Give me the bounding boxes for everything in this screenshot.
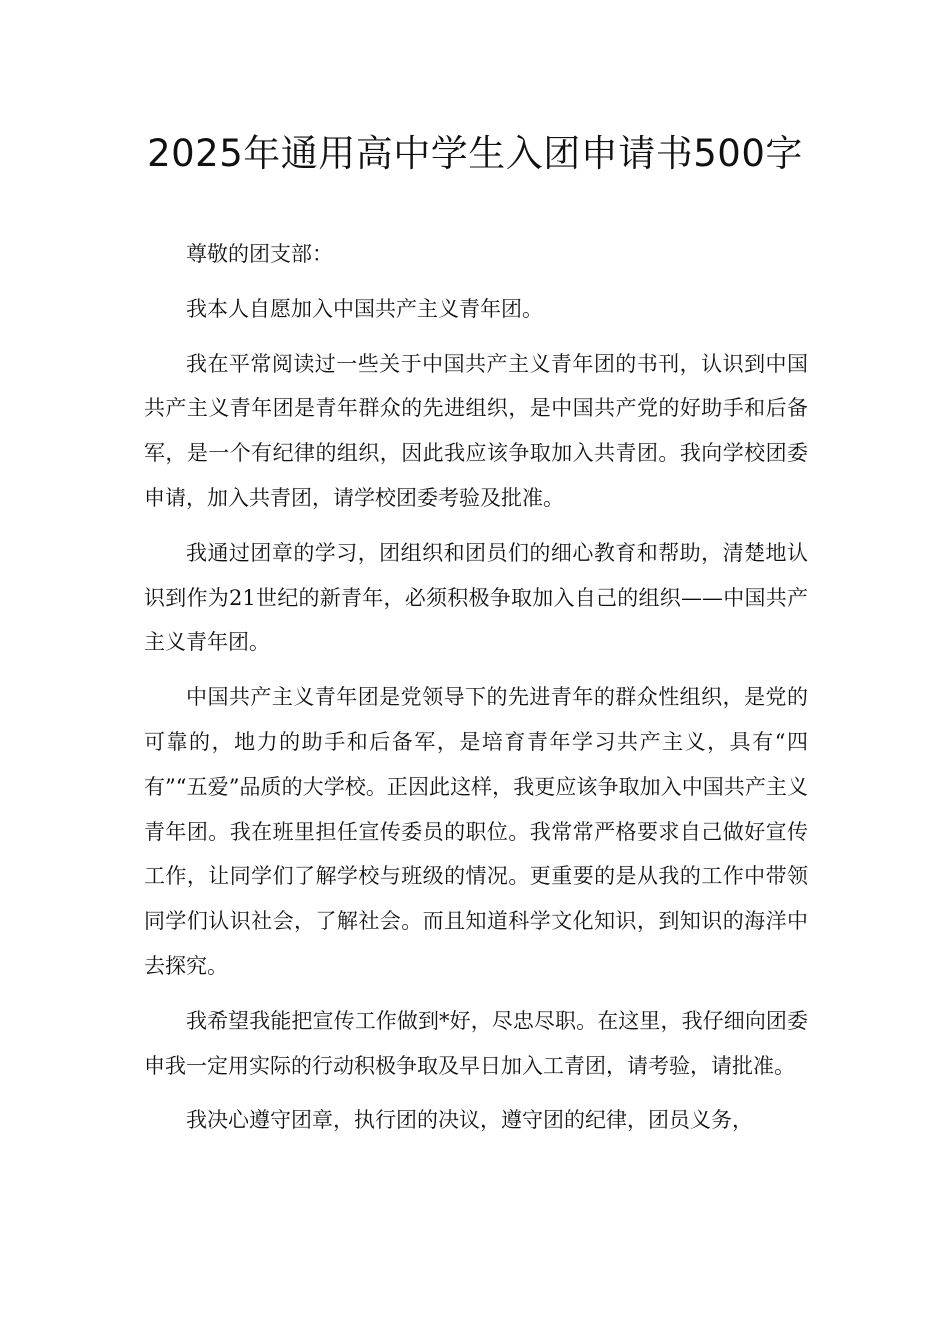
- document-body: [144, 232, 808, 1153]
- body-paragraph: 我决心遵守团章，执行团的决议，遵守团的纪律，团员义务，: [186, 1108, 753, 1133]
- body-paragraph: 我在平常阅读过一些关于中国共产主义青年团的书刊，认识到中国共产主义青年团是青年群众的先进组织，是中国共产党的好助手和后备军，是一个有纪律的组织，因此我应该争取加入共青团。我向学校团委申请，加入共青团，请学校团委考验及批准。: [144, 351, 808, 510]
- document-title: 2025年通用高中学生入团申请书500字: [147, 132, 803, 175]
- body-paragraph: 我通过团章的学习，团组织和团员们的细心教育和帮助，清楚地认识到作为21世纪的新青年，必须积极争取加入自己的组织——中国共产主义青年团。: [144, 540, 808, 655]
- salutation: 尊敬的团支部：: [186, 242, 333, 266]
- body-paragraph: 我本人自愿加入中国共产主义青年团。: [186, 296, 543, 321]
- body-paragraph: 中国共产主义青年团是党领导下的先进青年的群众性组织，是党的可靠的，地力的助手和后备军，是培育青年学习共产主义，具有“四有”“五爱”品质的大学校。正因此这样，我更应该争取加入中国共产主义青年团。我在班里担任宣传委员的职位。我常常严格要求自己做好宣传工作，让同学们了解学校与班级的情况。更重要的是从我的工作中带领同学们认识社会，了解社会。而且知道科学文化知识，到知识的海洋中去探究。: [144, 685, 808, 978]
- body-paragraph: 我希望我能把宣传工作做到*好，尽忠尽职。在这里，我仔细向团委申我一定用实际的行动积极争取及早日加入工青团，请考验，请批准。: [144, 1008, 808, 1078]
